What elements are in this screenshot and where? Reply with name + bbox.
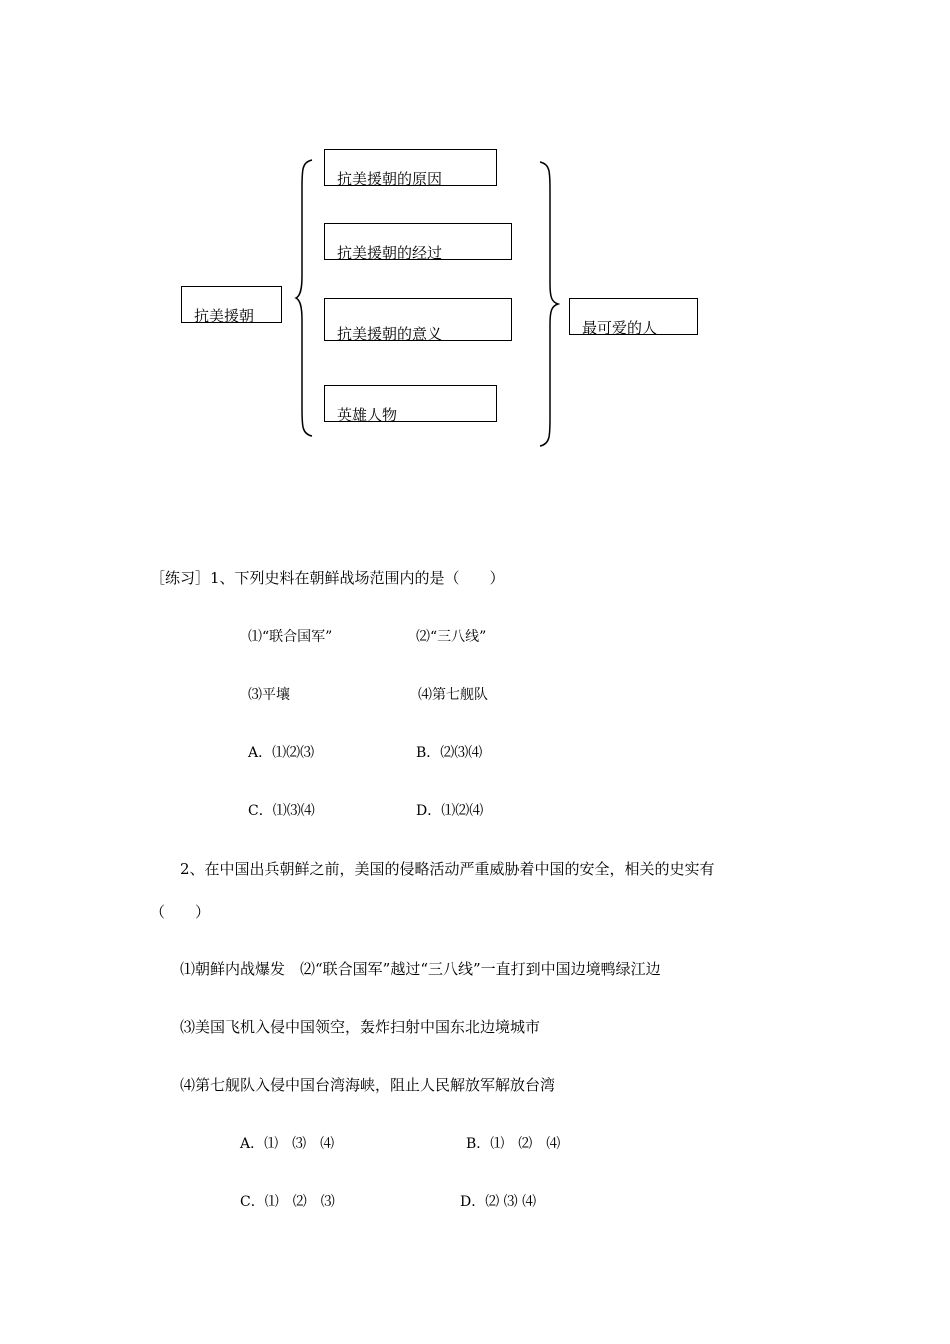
- left-brace: [296, 158, 316, 438]
- exercise2-item-1-2: ⑴朝鲜内战爆发 ⑵“联合国军”越过“三八线”一直打到中国边境鸭绿江边: [180, 960, 661, 978]
- item-node-4: [324, 385, 497, 422]
- item-node-label: 抗美援朝的意义: [337, 325, 443, 343]
- exercise2-item-3: ⑶美国飞机入侵中国领空，轰炸扫射中国东北边境城市: [180, 1018, 541, 1036]
- exercise2-option-a: A．⑴ ⑶ ⑷: [240, 1136, 335, 1152]
- exercise2-option-b: B．⑴ ⑵ ⑷: [466, 1136, 561, 1152]
- exercise1-option-c: C．⑴⑶⑷: [248, 803, 315, 819]
- exercise1-question: ［练习］1、下列史料在朝鲜战场范围内的是（ ）: [150, 569, 505, 587]
- exercise2-question-line2: （ ）: [150, 903, 211, 921]
- exercise2-option-d: D．⑵ ⑶ ⑷: [460, 1194, 537, 1210]
- item-node-label: 英雄人物: [337, 406, 398, 424]
- exercise1-option-d: D．⑴⑵⑷: [416, 803, 484, 819]
- exercise2-question-line1: 2、在中国出兵朝鲜之前，美国的侵略活动严重威胁着中国的安全，相关的史实有: [180, 860, 715, 878]
- item-node-label: 抗美援朝的原因: [337, 170, 443, 188]
- exercise2-option-c: C．⑴ ⑵ ⑶: [240, 1194, 335, 1210]
- right-brace: [538, 160, 560, 448]
- root-node-label: 抗美援朝: [194, 307, 255, 325]
- exercise1-item-3: ⑶平壤: [248, 687, 290, 703]
- result-node: [569, 298, 698, 335]
- item-node-3: [324, 298, 512, 341]
- root-node: [181, 286, 282, 323]
- result-node-label: 最可爱的人: [582, 319, 658, 337]
- item-node-label: 抗美援朝的经过: [337, 244, 443, 262]
- exercise1-option-a: A．⑴⑵⑶: [248, 745, 315, 761]
- item-node-2: [324, 223, 512, 260]
- exercise1-option-b: B．⑵⑶⑷: [416, 745, 483, 761]
- exercise1-item-4: ⑷第七舰队: [418, 687, 488, 703]
- item-node-1: [324, 149, 497, 186]
- exercise2-item-4: ⑷第七舰队入侵中国台湾海峡，阻止人民解放军解放台湾: [180, 1076, 556, 1094]
- exercise1-item-1: ⑴“联合国军”: [248, 629, 333, 645]
- exercise1-item-2: ⑵“三八线”: [416, 629, 487, 645]
